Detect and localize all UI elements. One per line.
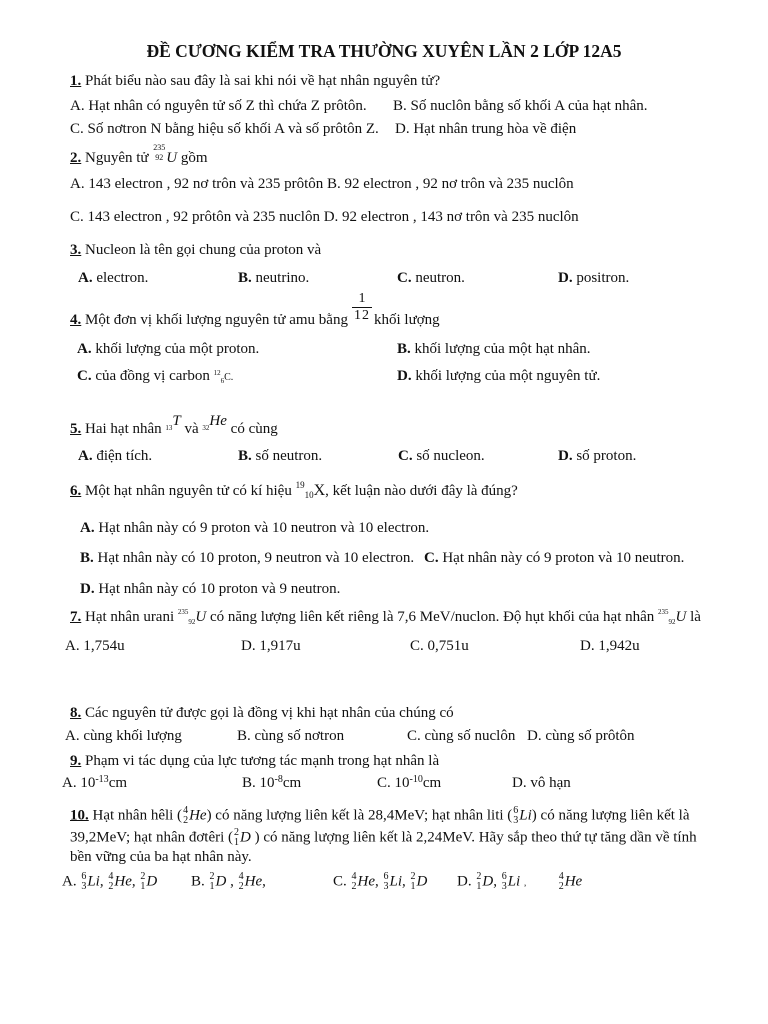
option-b: D. 1,917u xyxy=(241,638,301,654)
options-cd: C. 143 electron , 92 prôtôn và 235 nuclôn D. 92 electron , 143 nơ trôn và 235 nuclôn xyxy=(70,209,579,225)
question-text: Các nguyên tử được gọi là đồng vị khi hạt nhân của chúng có xyxy=(85,705,454,721)
option-c: C. của đồng vị carbon $^{12}_6$C. xyxy=(77,368,234,385)
option-d: D. vô hạn xyxy=(512,775,571,791)
question-number: 2. xyxy=(70,150,82,166)
question-10-line-2 xyxy=(70,828,697,848)
question-text-end: có cùng xyxy=(230,421,278,437)
option-a: A. điện tích. xyxy=(78,448,153,464)
option-b: B. cùng số nơtron xyxy=(237,728,345,744)
question-text: Một hạt nhân nguyên tử có kí hiệu xyxy=(85,483,292,499)
deuterium-notation: 2 1 xyxy=(234,827,240,848)
option-c: C. $10^{-10}cm$ xyxy=(377,774,442,791)
deuterium-symbol: D xyxy=(240,829,251,846)
question-text: ) có năng lượng liên kết là 2,24MeV. Hãy sắp theo thứ tự tăng dần về tính xyxy=(254,829,697,846)
option-b: B. Số nuclôn bằng số khối A của hạt nhân. xyxy=(393,98,648,114)
isotope-symbol: U xyxy=(675,609,687,625)
option-d: D. 2 1 D, 6 3 Li , 4 2 He xyxy=(457,871,583,892)
option-c: C. cùng số nuclôn xyxy=(407,728,516,744)
question-9 xyxy=(70,752,439,770)
tritium-mass: 13 xyxy=(165,424,173,432)
question-number: 1. xyxy=(70,73,82,89)
question-text: 39,2MeV; hạt nhân đơtêri ( xyxy=(70,829,234,846)
question-text: Hạt nhân hêli ( xyxy=(92,807,183,824)
isotope-z: 10 xyxy=(304,490,314,500)
question-number: 8. xyxy=(70,705,82,721)
option-c: C. Số nơtron N bằng hiệu số khối A và số prôtôn Z. xyxy=(70,121,379,137)
option-a: A. $10^{-13}cm$ xyxy=(62,774,128,791)
isotope-mass: 235 xyxy=(177,608,189,616)
tritium-symbol: T xyxy=(172,413,181,429)
option-c: C. neutron. xyxy=(397,270,465,286)
question-text: ) có năng lượng liên kết là 28,4MeV; hạt nhân liti ( xyxy=(206,807,513,824)
option-c: C. 0,751u xyxy=(410,638,469,654)
question-8 xyxy=(70,704,454,722)
question-text: Hạt nhân urani xyxy=(85,609,175,625)
question-text: ) có năng lượng liên kết là xyxy=(531,807,690,824)
isotope-mass: 235 xyxy=(658,608,669,616)
fraction-denominator: 12 xyxy=(354,308,370,323)
option-a: A. cùng khối lượng xyxy=(65,728,182,744)
question-text: Nguyên tử xyxy=(85,150,149,166)
question-7 xyxy=(70,608,701,628)
option-b: B. khối lượng của một hạt nhân. xyxy=(397,341,591,357)
question-1 xyxy=(70,72,440,90)
question-number: 3. xyxy=(70,242,82,258)
option-c: C. số nucleon. xyxy=(398,448,485,464)
question-4 xyxy=(70,311,348,329)
option-a: A. khối lượng của một proton. xyxy=(77,341,260,357)
question-text: Phát biểu nào sau đây là sai khi nói về hạt nhân nguyên tử? xyxy=(85,73,441,89)
question-text-mid: có năng lượng liên kết riêng là 7,6 MeV/nuclon. Độ hụt khối của hạt nhân xyxy=(209,609,655,625)
option-b: B. 2 1 D , 4 2 He, xyxy=(191,871,266,892)
lithium-notation: 6 3 xyxy=(513,805,519,826)
option-a: A. 1,754u xyxy=(65,638,125,654)
question-number: 4. xyxy=(70,312,82,328)
helium-mass: 32 xyxy=(202,424,210,432)
isotope-mass: 19 xyxy=(295,480,305,490)
question-10-line-1 xyxy=(70,806,689,826)
option-d: D. 1,942u xyxy=(580,638,640,654)
option-d: D. Hạt nhân này có 10 proton và 9 neutron. xyxy=(80,581,341,597)
question-text-end: khối lượng xyxy=(374,312,440,328)
option-a: A. electron. xyxy=(78,270,149,286)
option-b: B. neutrino. xyxy=(238,270,310,286)
options-ab: A. 143 electron , 92 nơ trôn và 235 prôtôn B. 92 electron , 92 nơ trôn và 235 nuclôn xyxy=(70,176,574,192)
question-number: 9. xyxy=(70,753,82,769)
isotope-symbol: X xyxy=(313,482,326,499)
question-10-line-3: bền vững của ba hạt nhân này. xyxy=(70,849,252,865)
isotope-symbol: U xyxy=(195,609,207,625)
option-b: B. $10^{-8}cm$ xyxy=(242,774,302,791)
question-text: Phạm vi tác dụng của lực tương tác mạnh trong hạt nhân là xyxy=(85,753,440,769)
option-c: C. Hạt nhân này có 9 proton và 10 neutron. xyxy=(424,550,685,566)
option-d: D. khối lượng của một nguyên tử. xyxy=(397,368,601,384)
option-a: A. 6 3 Li, 4 2 He, 2 1 D xyxy=(62,871,158,892)
question-text-end: , kết luận nào dưới đây là đúng? xyxy=(325,483,518,499)
page-title: ĐỀ CƯƠNG KIỂM TRA THƯỜNG XUYÊN LẦN 2 LỚP 12A5 xyxy=(146,41,622,61)
fraction xyxy=(352,291,372,324)
question-and: và xyxy=(184,421,199,437)
helium-symbol: He xyxy=(209,413,227,429)
fraction-numerator: 1 xyxy=(352,291,372,308)
question-text: Nucleon là tên gọi chung của proton và xyxy=(85,242,322,258)
question-text-end: gồm xyxy=(180,150,208,166)
question-6 xyxy=(70,482,518,501)
question-text: Hai hạt nhân xyxy=(85,421,162,437)
option-b: B. số neutron. xyxy=(238,448,323,464)
helium-notation: 4 2 xyxy=(183,805,189,826)
option-b: B. Hạt nhân này có 10 proton, 9 neutron và 10 electron. xyxy=(80,550,415,566)
isotope-notation: 235 92 xyxy=(153,143,166,162)
question-3 xyxy=(70,241,321,259)
question-number: 10. xyxy=(70,807,89,824)
question-5 xyxy=(70,413,278,440)
question-number: 7. xyxy=(70,609,82,625)
question-text-end: là xyxy=(690,609,701,625)
option-a: A. Hạt nhân này có 9 proton và 10 neutron và 10 electron. xyxy=(80,520,430,536)
question-2 xyxy=(70,143,208,167)
isotope-z: 92 xyxy=(188,618,196,626)
option-d: D. cùng số prôtôn xyxy=(527,728,635,744)
question-number: 5. xyxy=(70,421,82,437)
question-number: 6. xyxy=(70,483,82,499)
isotope-symbol: U xyxy=(166,150,178,166)
helium-symbol: He xyxy=(189,807,207,824)
question-text: Một đơn vị khối lượng nguyên tử amu bằng xyxy=(85,312,348,328)
option-d: D. Hạt nhân trung hòa về điện xyxy=(395,121,577,137)
option-c: C. 4 2 He, 6 3 Li, 2 1 D xyxy=(333,871,428,892)
lithium-symbol: Li xyxy=(519,807,532,824)
option-a: A. Hạt nhân có nguyên tử số Z thì chứa Z prôtôn. xyxy=(70,98,367,114)
isotope-z: 92 xyxy=(668,618,676,626)
option-d: D. số proton. xyxy=(558,448,637,464)
option-d: D. positron. xyxy=(558,270,630,286)
